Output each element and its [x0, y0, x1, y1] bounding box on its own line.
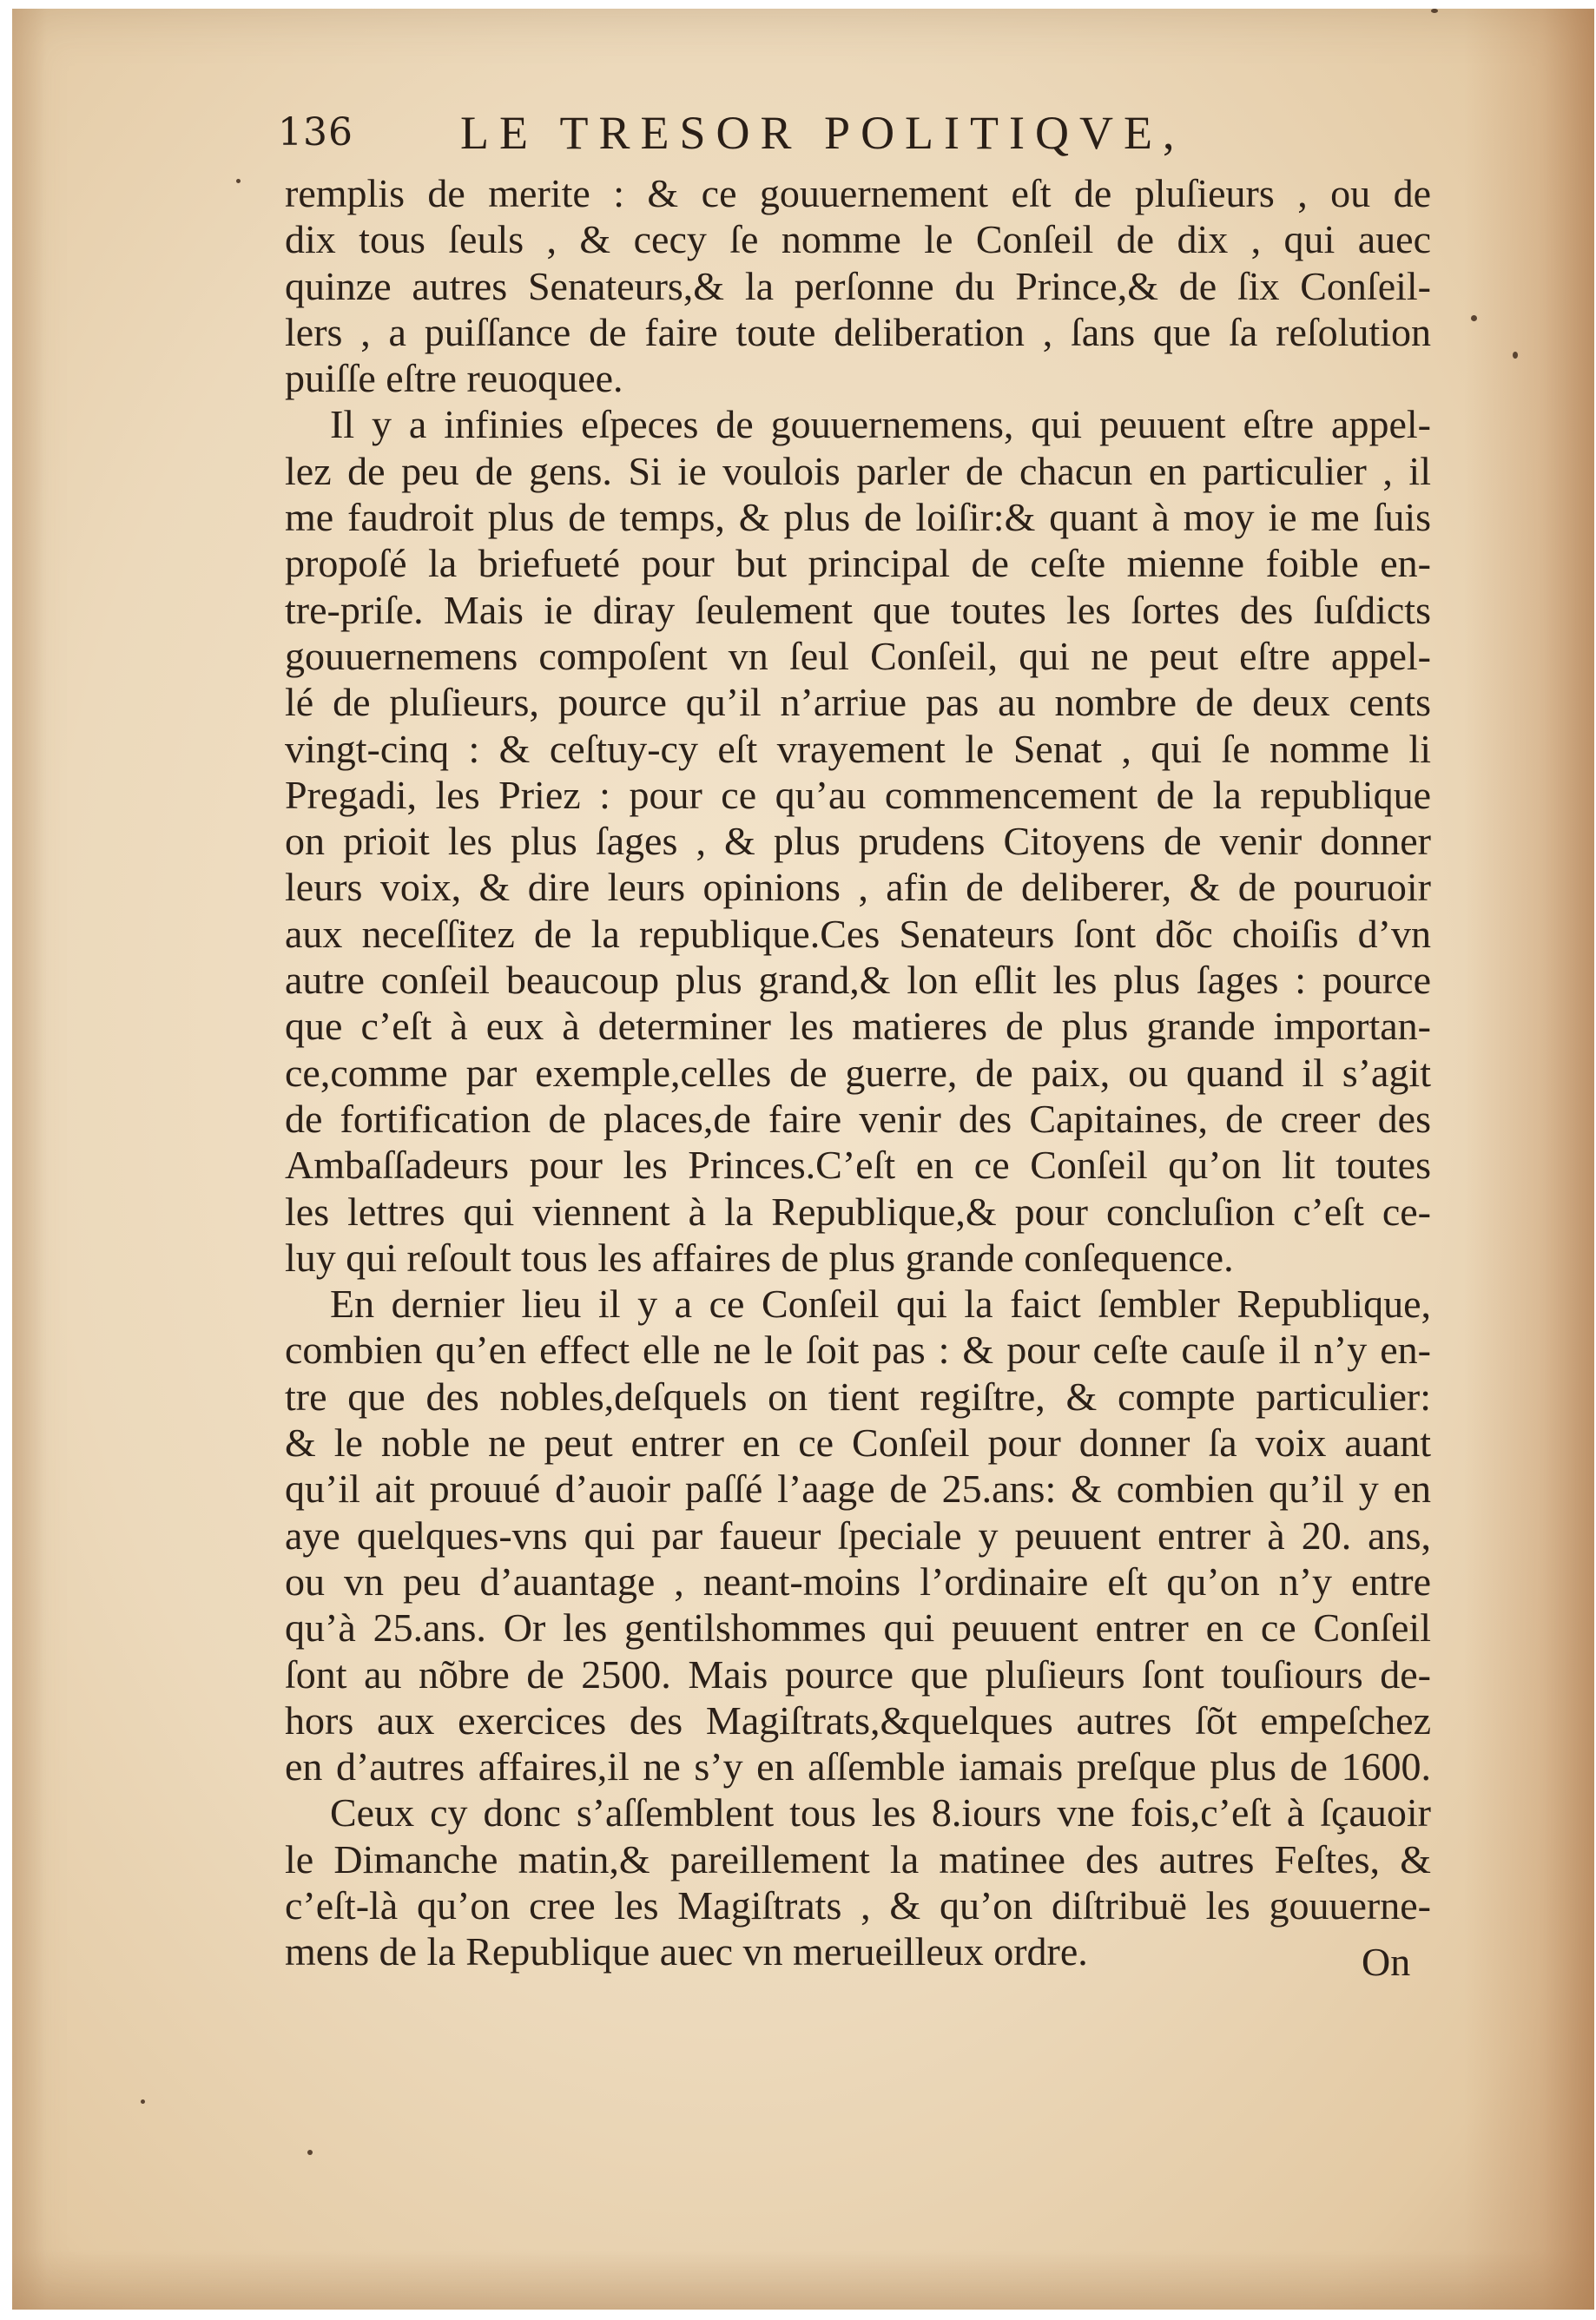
- text-line: lé de pluſieurs, pource qu’il n’arriue pas au nombre de deux cents: [285, 680, 1431, 725]
- text-line: ou vn peu d’auantage , neant-moins l’ordinaire eſt qu’on n’y entre: [285, 1559, 1431, 1604]
- text-line: puiſſe eſtre reuoquee.: [285, 356, 623, 401]
- text-line: autre conſeil beaucoup plus grand,& lon eſlit les plus ſages : pource: [285, 958, 1431, 1003]
- text-line: tre que des nobles,deſquels on tient regiſtre, & compte particulier:: [285, 1374, 1431, 1419]
- text-line: lers , a puiſſance de faire toute deliberation , ſans que ſa reſolution: [285, 309, 1431, 354]
- page-bottom-shading: [12, 2249, 1594, 2310]
- page-number: 136: [278, 110, 353, 155]
- text-line: gouuernemens compoſent vn ſeul Conſeil, qui ne peut eſtre appel-: [285, 633, 1431, 678]
- text-line: quinze autres Senateurs,& la perſonne du Prince,& de ſix Conſeil-: [285, 263, 1431, 308]
- text-line: ce,comme par exemple,celles de guerre, de paix, ou quand il s’agit: [285, 1050, 1431, 1095]
- text-line: aux neceſſitez de la republique.Ces Senateurs ſont dõc choiſis d’vn: [285, 911, 1431, 956]
- text-line: qu’à 25.ans. Or les gentilshommes qui peuuent entrer en ce Conſeil: [285, 1605, 1431, 1651]
- catchword: On: [1362, 1940, 1411, 1984]
- text-line: propoſé la briefueté pour but principal de ceſte mienne foible en-: [285, 541, 1431, 586]
- text-line: ſont au nõbre de 2500. Mais pource que pluſieurs ſont touſiours de-: [285, 1651, 1431, 1697]
- text-line: qu’il ait prouué d’auoir paſſé l’aage de 25.ans: & combien qu’il y en: [285, 1466, 1431, 1512]
- ink-speck: [1431, 9, 1438, 13]
- ink-speck: [1513, 352, 1518, 359]
- text-line: le Dimanche matin,& pareillement la matinee des autres Feſtes, &: [285, 1836, 1431, 1882]
- text-line: c’eſt-là qu’on cree les Magiſtrats , & qu’on diſtribuë les gouuerne-: [285, 1882, 1431, 1928]
- text-line: que c’eſt à eux à determiner les matieres de plus grande importan-: [285, 1004, 1431, 1049]
- text-line: me faudroit plus de temps, & plus de loiſir:& quant à moy ie me ſuis: [285, 495, 1431, 540]
- ink-speck: [236, 179, 241, 183]
- body-text: [285, 170, 1431, 1975]
- text-line: dix tous ſeuls , & cecy ſe nomme le Conſeil de dix , qui auec: [285, 217, 1431, 262]
- text-line: Ceux cy donc s’aſſemblent tous les 8.iours vne fois,c’eſt à ſçauoir: [330, 1790, 1431, 1836]
- text-line: de fortification de places,de faire venir des Capitaines, de creer des: [285, 1096, 1431, 1141]
- text-line: aye quelques-vns qui par faueur ſpeciale y peuuent entrer à 20. ans,: [285, 1513, 1431, 1558]
- running-head: [278, 102, 1285, 163]
- text-line: mens de la Republique auec vn merueilleux ordre.: [285, 1929, 1088, 1974]
- page-right-shading: [1464, 9, 1594, 2310]
- text-line: tre-priſe. Mais ie diray ſeulement que toutes les ſortes des ſuſdicts: [285, 587, 1431, 632]
- text-line: & le noble ne peut entrer en ce Conſeil pour donner ſa voix auant: [285, 1420, 1431, 1466]
- text-line: Il y a infinies eſpeces de gouuernemens, qui peuuent eſtre appel-: [330, 402, 1431, 447]
- text-line: lez de peu de gens. Si ie voulois parler de chacun en particulier , il: [285, 448, 1431, 493]
- text-line: En dernier lieu il y a ce Conſeil qui la faict ſembler Republique,: [330, 1282, 1431, 1327]
- text-line: luy qui reſoult tous les affaires de plus grande conſequence.: [285, 1235, 1234, 1280]
- text-line: Pregadi, les Priez : pour ce qu’au commencement de la republique: [285, 772, 1431, 817]
- text-line: remplis de merite : & ce gouuernement eſt de pluſieurs , ou de: [285, 171, 1431, 215]
- text-line: hors aux exercices des Magiſtrats,&quelques autres ſõt empeſchez: [285, 1697, 1431, 1743]
- text-line: combien qu’en effect elle ne le ſoit pas : & pour ceſte cauſe il n’y en-: [285, 1328, 1431, 1373]
- running-title: LE TRESOR POLITIQVE,: [460, 107, 1185, 159]
- ink-speck: [307, 2150, 313, 2155]
- text-line: on prioit les plus ſages , & plus prudens Citoyens de venir donner: [285, 819, 1431, 864]
- text-line: les lettres qui viennent à la Republique,& pour concluſion c’eſt ce-: [285, 1189, 1431, 1234]
- text-line: en d’autres affaires,il ne s’y en aſſemble iamais preſque plus de 1600.: [285, 1744, 1431, 1789]
- page-left-shading: [12, 9, 47, 2310]
- text-line: leurs voix, & dire leurs opinions , afin de deliberer, & de pouruoir: [285, 865, 1431, 910]
- ink-speck: [1471, 315, 1477, 321]
- ink-speck: [141, 2099, 145, 2104]
- text-line: Ambaſſadeurs pour les Princes.C’eſt en ce Conſeil qu’on lit toutes: [285, 1143, 1431, 1188]
- text-line: vingt-cinq : & ceſtuy-cy eſt vrayement le Senat , qui ſe nomme li: [285, 726, 1431, 771]
